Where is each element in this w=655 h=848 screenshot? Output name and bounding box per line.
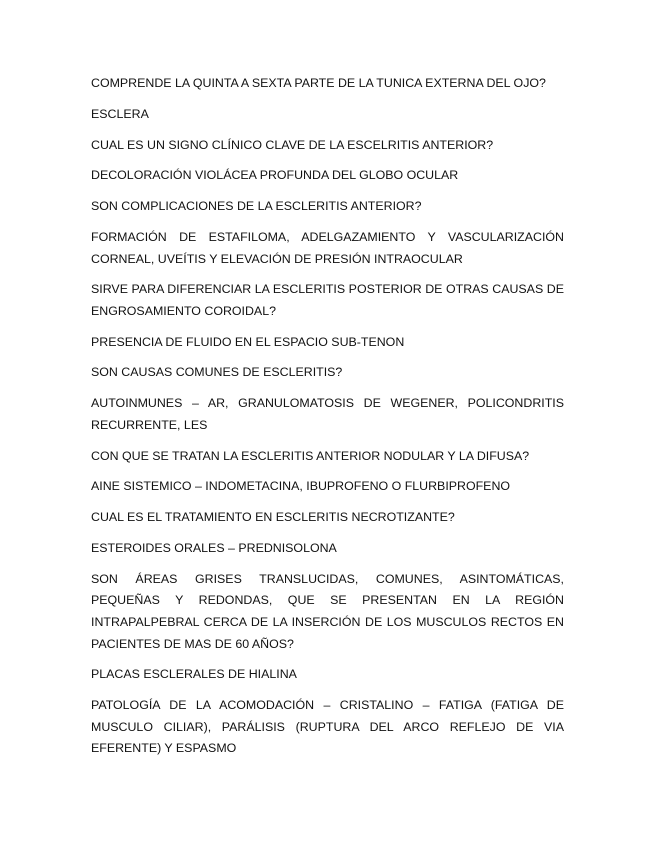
answer-paragraph: FORMACIÓN DE ESTAFILOMA, ADELGAZAMIENTO Y VASCULARIZACIÓN CORNEAL, UVEÍTIS Y ELEVACIÓN DE PRESIÓN INTRAOCULAR [91,229,564,266]
answer-paragraph: PRESENCIA DE FLUIDO EN EL ESPACIO SUB-TENON [91,334,405,349]
question-paragraph: SON COMPLICACIONES DE LA ESCLERITIS ANTERIOR? [91,199,422,214]
answer-paragraph: ESCLERA [91,106,149,121]
question-paragraph: CUAL ES EL TRATAMIENTO EN ESCLERITIS NECROTIZANTE? [91,510,455,525]
question-paragraph: SIRVE PARA DIFERENCIAR LA ESCLERITIS POSTERIOR DE OTRAS CAUSAS DE ENGROSAMIENTO COROIDAL? [91,282,564,318]
question-paragraph: CUAL ES UN SIGNO CLÍNICO CLAVE DE LA ESCELRITIS ANTERIOR? [91,137,494,152]
answer-paragraph: AINE SISTEMICO – INDOMETACINA, IBUPROFENO O FLURBIPROFENO [91,479,511,494]
answer-paragraph: DECOLORACIÓN VIOLÁCEA PROFUNDA DEL GLOBO OCULAR [91,168,459,183]
answer-paragraph: ESTEROIDES ORALES – PREDNISOLONA [91,540,337,555]
statement-paragraph: PATOLOGÍA DE LA ACOMODACIÓN – CRISTALINO – FATIGA (FATIGA DE MUSCULO CILIAR), PARÁLISIS (RUPTURA DEL ARCO REFLEJO DE VIA EFERENTE) Y ESPASMO [91,698,564,756]
answer-paragraph: PLACAS ESCLERALES DE HIALINA [91,667,297,682]
document-page [91,73,564,769]
question-paragraph: SON CAUSAS COMUNES DE ESCLERITIS? [91,365,343,380]
answer-paragraph: AUTOINMUNES – AR, GRANULOMATOSIS DE WEGENER, POLICONDRITIS RECURRENTE, LES [91,396,564,432]
question-paragraph: SON ÁREAS GRISES TRANSLUCIDAS, COMUNES, ASINTOMÁTICAS, PEQUEÑAS Y REDONDAS, QUE SE PRESENTAN EN LA REGIÓN INTRAPALPEBRAL CERCA DE LA INSERCIÓN DE LOS MUSCULOS RECTOS EN PACIENTES DE MAS DE 60 AÑOS? [91,571,564,651]
question-paragraph: CON QUE SE TRATAN LA ESCLERITIS ANTERIOR NODULAR Y LA DIFUSA? [91,448,530,463]
question-paragraph: COMPRENDE LA QUINTA A SEXTA PARTE DE LA TUNICA EXTERNA DEL OJO? [91,76,546,90]
